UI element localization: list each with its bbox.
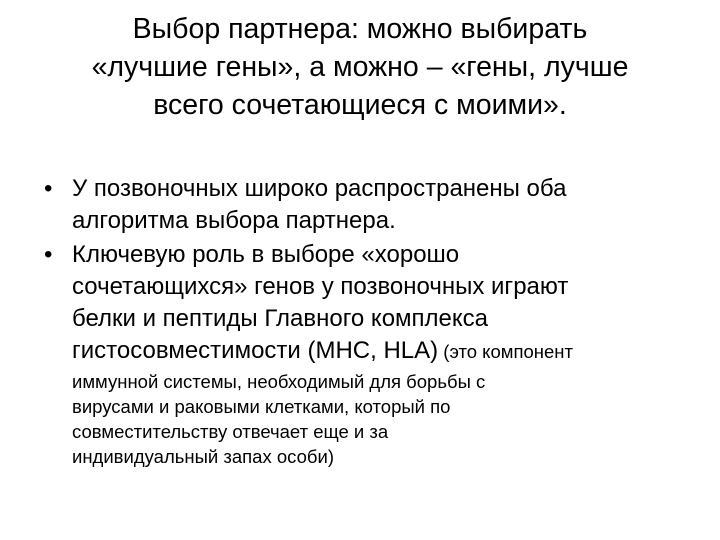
bullet-note-line: индивидуальный запах особи)	[72, 446, 334, 467]
bullet-note-line: совместительству отвечает еще и за	[72, 421, 389, 442]
title-line: Выбор партнера: можно выбирать	[132, 13, 588, 45]
bullet-list	[44, 173, 704, 469]
bullet-item-mhc-role	[44, 239, 704, 469]
bullet-inline-note: (это компонент	[438, 341, 573, 362]
bullet-text-line: Ключевую роль в выборе «хорошо	[72, 241, 460, 268]
bullet-text	[72, 239, 704, 368]
bullet-text-line-with-note	[72, 335, 704, 368]
bullet-text-segment: гистосовместимости (MHC, HLA)	[72, 337, 439, 364]
bullet-marker: •	[44, 175, 53, 202]
bullet-item-vertebrate-algorithms	[44, 173, 704, 237]
bullet-text-line: У позвоночных широко распространены оба	[72, 175, 567, 202]
bullet-note-line: вирусами и раковыми клетками, который по	[72, 396, 451, 417]
bullet-text-line: сочетающихся» генов у позвоночных играют	[72, 273, 569, 300]
bullet-note	[72, 369, 704, 469]
bullet-text	[72, 173, 704, 237]
slide-title	[20, 10, 700, 124]
title-line: «лучшие гены», а можно – «гены, лучше	[91, 51, 629, 83]
bullet-note-line: иммунной системы, необходимый для борьбы с	[72, 371, 486, 392]
bullet-marker: •	[44, 241, 53, 268]
title-line: всего сочетающиеся с моими».	[153, 89, 567, 121]
bullet-text-line: алгоритма выбора партнера.	[72, 207, 396, 234]
bullet-text-line: белки и пептиды Главного комплекса	[72, 305, 489, 332]
